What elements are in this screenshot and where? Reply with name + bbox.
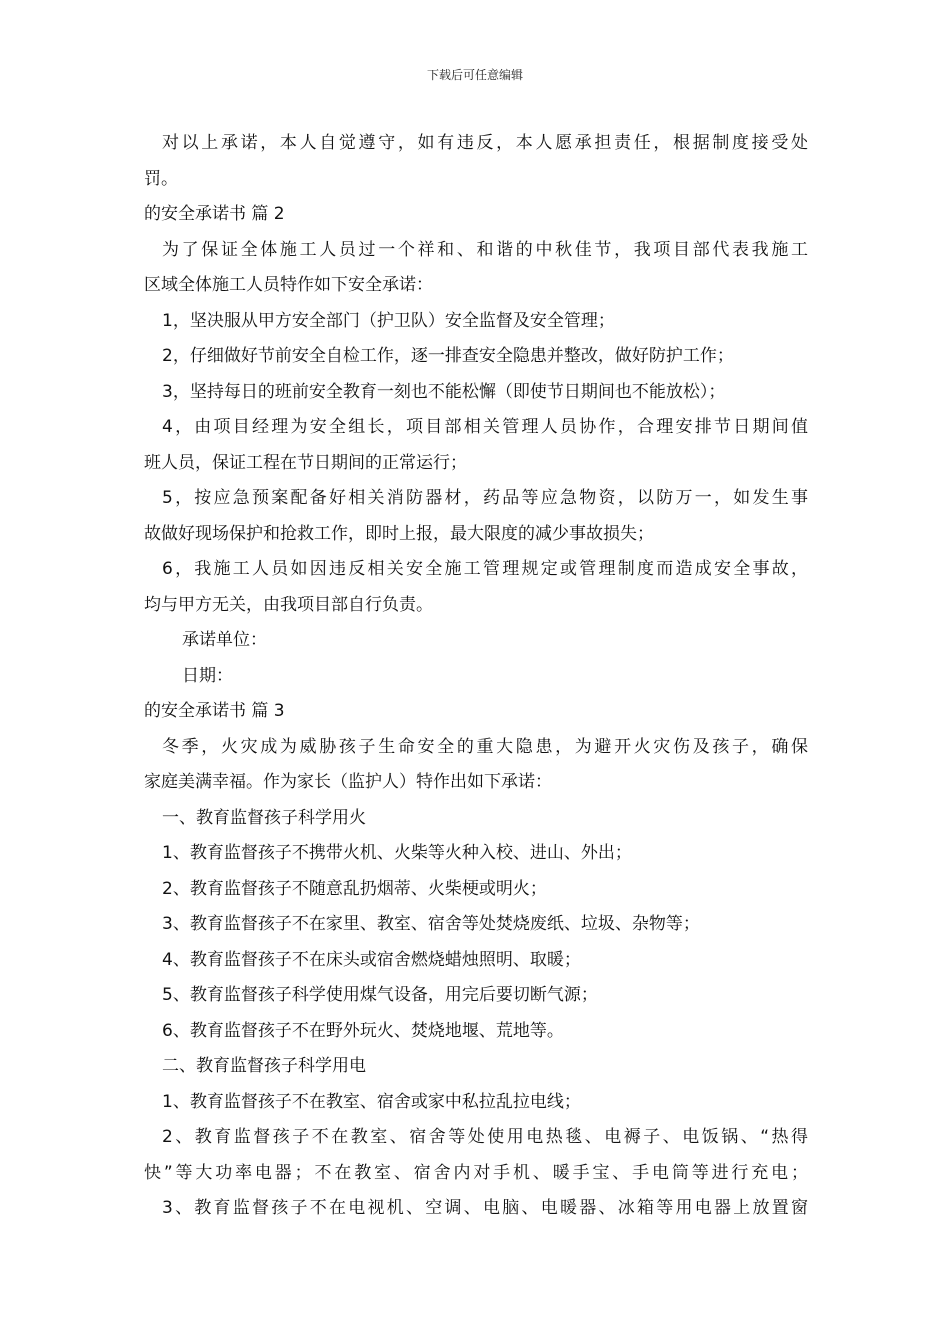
- list-item: 2，仔细做好节前安全自检工作，逐一排查安全隐患并整改，做好防护工作；: [162, 346, 734, 366]
- list-item: 5，按应急预案配备好相关消防器材，药品等应急物资，以防万一，如发生事: [162, 488, 808, 508]
- paragraph-line: 故做好现场保护和抢救工作，即时上报，最大限度的减少事故损失；: [144, 523, 654, 544]
- paragraph-line: 班人员，保证工程在节日期间的正常运行；: [144, 452, 467, 473]
- list-item: 3、教育监督孩子不在电视机、空调、电脑、电暖器、冰箱等用电器上放置窗: [162, 1198, 808, 1218]
- list-item: 3、教育监督孩子不在家里、教室、宿舍等处焚烧废纸、垃圾、杂物等；: [162, 914, 700, 934]
- section-heading: 的安全承诺书 篇 3: [144, 701, 285, 721]
- paragraph-line: 为了保证全体施工人员过一个祥和、和谐的中秋佳节，我项目部代表我施工: [162, 239, 808, 260]
- list-item: 3，坚持每日的班前安全教育一刻也不能松懈（即使节日期间也不能放松）；: [162, 381, 726, 402]
- paragraph-line: 家庭美满幸福。作为家长（监护人）特作出如下承诺：: [144, 772, 552, 792]
- document-body: [144, 126, 808, 1227]
- paragraph-line: 罚。: [144, 168, 178, 189]
- paragraph-line: 对以上承诺，本人自觉遵守，如有违反，本人愿承担责任，根据制度接受处: [162, 133, 808, 153]
- paragraph-line: 快”等大功率电器；不在教室、宿舍内对手机、暖手宝、手电筒等进行充电；: [144, 1162, 808, 1183]
- list-item: 5、教育监督孩子科学使用煤气设备，用完后要切断气源；: [162, 985, 598, 1005]
- paragraph-line: 冬季，火灾成为威胁孩子生命安全的重大隐患，为避开火灾伤及孩子，确保: [162, 736, 808, 757]
- list-item: 2、教育监督孩子不在教室、宿舍等处使用电热毯、电褥子、电饭锅、“热得: [162, 1127, 808, 1147]
- list-item: 6，我施工人员如因违反相关安全施工管理规定或管理制度而造成安全事故，: [162, 559, 808, 579]
- section-heading: 的安全承诺书 篇 2: [144, 204, 285, 224]
- list-item: 2、教育监督孩子不随意乱扔烟蒂、火柴梗或明火；: [162, 878, 547, 899]
- list-item: 1，坚决服从甲方安全部门（护卫队）安全监督及安全管理；: [162, 310, 615, 331]
- paragraph-line: 均与甲方无关，由我项目部自行负责。: [144, 594, 433, 615]
- subsection-heading: 一、教育监督孩子科学用火: [162, 807, 366, 828]
- list-item: 1、教育监督孩子不在教室、宿舍或家中私拉乱拉电线；: [162, 1091, 581, 1112]
- subsection-heading: 二、教育监督孩子科学用电: [162, 1056, 366, 1076]
- paragraph-line: 区域全体施工人员特作如下安全承诺：: [144, 275, 433, 295]
- date-label: 日期：: [182, 665, 233, 686]
- signature-label: 承诺单位：: [182, 630, 267, 650]
- list-item: 6、教育监督孩子不在野外玩火、焚烧地堰、荒地等。: [162, 1020, 564, 1041]
- list-item: 4、教育监督孩子不在床头或宿舍燃烧蜡烛照明、取暖；: [162, 949, 581, 970]
- list-item: 4，由项目经理为安全组长，项目部相关管理人员协作，合理安排节日期间值: [162, 417, 808, 437]
- page-header: 下载后可任意编辑: [426, 68, 523, 82]
- list-item: 1、教育监督孩子不携带火机、火柴等火种入校、进山、外出；: [162, 843, 632, 863]
